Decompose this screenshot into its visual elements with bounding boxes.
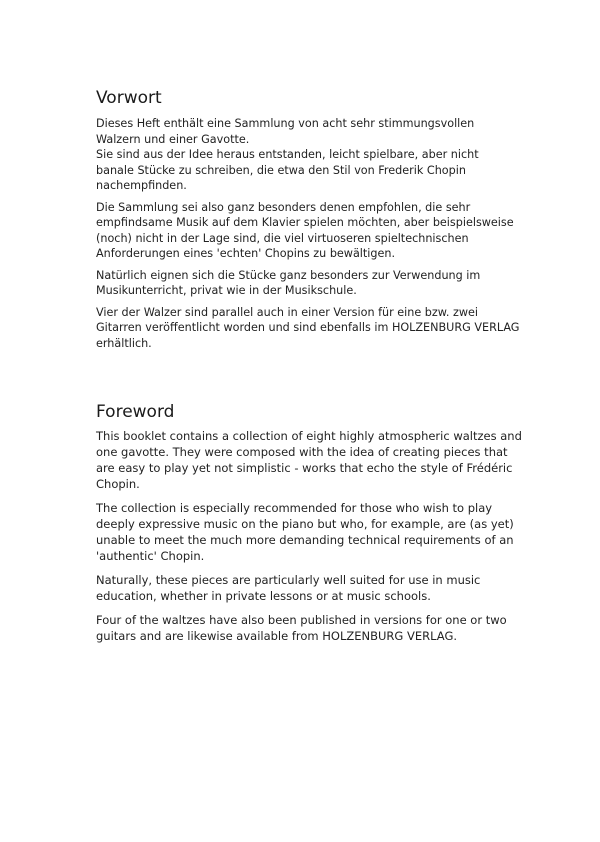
- german-paragraph-4: Vier der Walzer sind parallel auch in einer Version für eine bzw. zwei Gitarren veröffentlicht worden und sind ebenfalls im HOLZENBURG VERLAG erhältlich.: [96, 305, 520, 350]
- german-paragraph-1: Dieses Heft enthält eine Sammlung von acht sehr stimmungsvollen Walzern und einer Gavotte. Sie sind aus der Idee heraus entstanden, leicht spielbare, aber nicht banale Stücke zu schreiben, die etwa den Stil von Frederik Chopin nachempfinden.: [96, 117, 479, 192]
- english-paragraph-1: This booklet contains a collection of eight highly atmospheric waltzes and one gavotte. They were composed with the idea of creating pieces that are easy to play yet not simplistic - works that echo the style of Frédéric Chopin.: [96, 429, 522, 491]
- english-paragraph-3: Naturally, these pieces are particularly well suited for use in music education, whether in private lessons or at music schools.: [96, 573, 481, 603]
- german-paragraph-3: Natürlich eignen sich die Stücke ganz besonders zur Verwendung im Musikunterricht, privat wie in der Musikschule.: [96, 268, 481, 297]
- german-preface-section: [96, 86, 528, 357]
- german-heading: Vorwort: [96, 88, 162, 108]
- english-foreword-section: [96, 400, 528, 652]
- english-paragraph-4: Four of the waltzes have also been published in versions for one or two guitars and are likewise available from HOLZENBURG VERLAG.: [96, 613, 507, 643]
- english-heading: Foreword: [96, 402, 175, 422]
- german-paragraph-2: Die Sammlung sei also ganz besonders denen empfohlen, die sehr empfindsame Musik auf dem Klavier spielen möchten, aber beispielsweise (noch) nicht in der Lage sind, die viel virtuoseren spieltechnischen Anforderungen eines 'echten' Chopins zu bewältigen.: [96, 200, 514, 260]
- english-paragraph-2: The collection is especially recommended for those who wish to play deeply expressive music on the piano but who, for example, are (as yet) unable to meet the much more demanding technical requirements of an 'authentic' Chopin.: [96, 501, 514, 563]
